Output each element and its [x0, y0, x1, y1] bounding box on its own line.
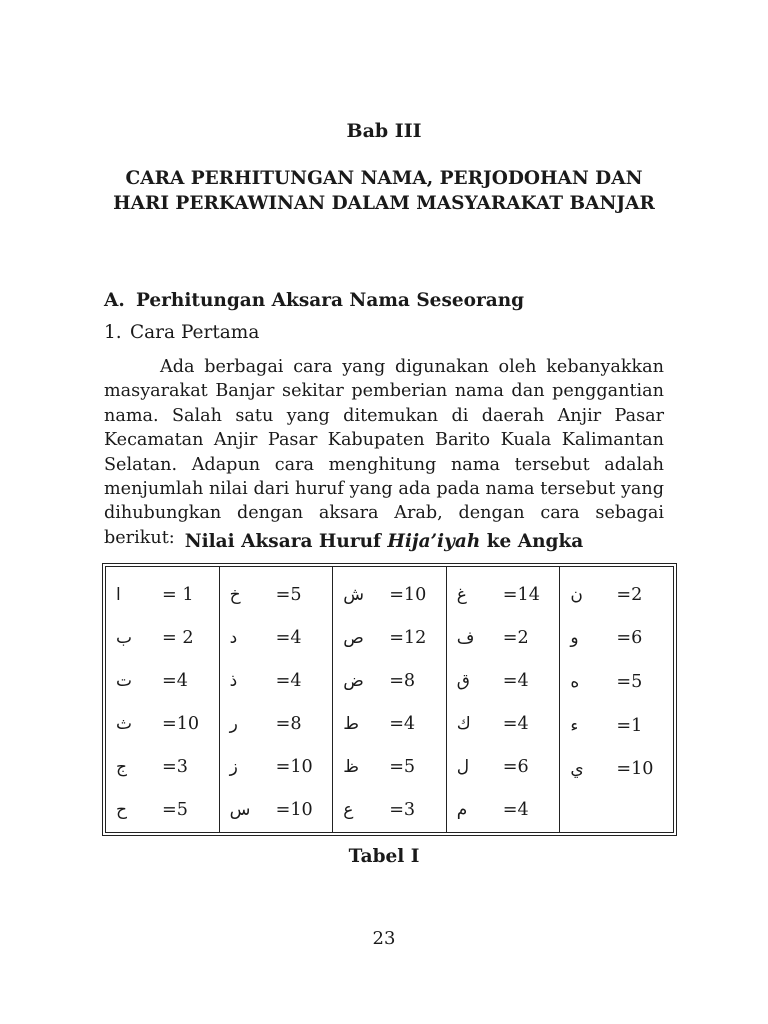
table-cell	[447, 703, 560, 746]
table-label: Tabel I	[348, 846, 420, 867]
arabic-letter: ظ	[343, 757, 359, 778]
arabic-letter: ء	[570, 715, 579, 736]
letter-value: =6	[616, 628, 643, 649]
table-column	[333, 567, 447, 832]
arabic-letter: ث	[116, 714, 133, 735]
table-caption-italic: Hija’iyah	[387, 531, 481, 552]
arabic-letter: ض	[343, 670, 364, 691]
subsection-number: 1.	[104, 322, 122, 343]
letter-value: =2	[502, 627, 529, 648]
table-cell	[447, 789, 560, 832]
table-cell	[106, 746, 219, 789]
arabic-letter: ط	[343, 714, 359, 735]
arabic-letter: ح	[116, 800, 127, 821]
letter-value: =3	[389, 800, 416, 821]
letter-value: =10	[616, 759, 654, 780]
table-cell	[220, 659, 333, 702]
arabic-letter: ز	[229, 757, 238, 778]
arabic-letter: ن	[570, 584, 583, 605]
letter-value: =10	[275, 800, 313, 821]
letter-value: =5	[162, 800, 188, 821]
letter-value: =3	[162, 757, 188, 778]
table-cell	[560, 617, 673, 661]
table-cell	[447, 746, 560, 789]
arabic-letter: ه	[570, 671, 580, 692]
letter-value: =4	[275, 627, 302, 648]
table-column	[560, 567, 673, 832]
chapter-heading: Bab III	[346, 120, 422, 142]
table-cell	[560, 747, 673, 791]
arabic-letter: و	[570, 628, 579, 649]
letter-value: =10	[162, 714, 200, 735]
arabic-letter: غ	[456, 584, 467, 605]
letter-value: =4	[502, 670, 529, 691]
table-cell	[560, 660, 673, 704]
letter-value: = 2	[162, 627, 194, 648]
table-column	[220, 567, 334, 832]
letter-value: =10	[389, 584, 427, 605]
letter-value: =8	[275, 714, 302, 735]
letter-value: =4	[275, 670, 302, 691]
arabic-letter: ف	[456, 627, 475, 648]
letter-value: =4	[389, 714, 416, 735]
letter-value: =10	[275, 757, 313, 778]
subsection-heading	[104, 322, 259, 343]
letter-value: =2	[616, 584, 643, 605]
table-cell	[447, 616, 560, 659]
arabic-letter: ب	[116, 627, 133, 648]
letter-value: =6	[502, 757, 529, 778]
table-cell	[447, 659, 560, 702]
arabic-letter: ر	[229, 714, 238, 735]
body-paragraph: Ada berbagai cara yang digunakan oleh kebanyakkan masyarakat Banjar sekitar pemberian nama dan penggantian nama. Salah satu yang ditemukan di daerah Anjir Pasar Kecamatan Anjir Pasar Kabupaten Barito Kuala Kalimantan Selatan. Adapun cara menghitung nama tersebut adalah menjumlah nilai dari huruf yang ada pada nama tersebut yang dihubungkan dengan aksara Arab, dengan cara sebagai berikut:	[104, 357, 664, 548]
arabic-letter: ل	[456, 757, 470, 778]
hijaiyah-value-table	[102, 563, 677, 836]
chapter-title-line: HARI PERKAWINAN DALAM MASYARAKAT BANJAR	[113, 193, 655, 214]
table-cell	[106, 616, 219, 659]
chapter-title	[0, 166, 768, 216]
arabic-letter: خ	[229, 584, 241, 605]
subsection-text: Cara Pertama	[130, 322, 260, 343]
arabic-letter: ج	[116, 757, 127, 778]
arabic-letter: ق	[456, 670, 470, 691]
table-grid	[105, 566, 674, 833]
letter-value: =4	[502, 714, 529, 735]
table-cell	[447, 573, 560, 616]
section-heading	[104, 290, 524, 311]
arabic-letter: ت	[116, 670, 133, 691]
letter-value: =1	[616, 715, 643, 736]
arabic-letter: ك	[456, 714, 471, 735]
table-cell	[220, 616, 333, 659]
arabic-letter: ع	[343, 800, 354, 821]
table-cell	[106, 659, 219, 702]
table-cell	[333, 703, 446, 746]
arabic-letter: د	[229, 627, 238, 648]
table-cell	[220, 573, 333, 616]
table-cell	[333, 616, 446, 659]
section-letter: A.	[104, 290, 125, 311]
letter-value: =5	[389, 757, 416, 778]
table-cell	[560, 704, 673, 748]
table-cell	[333, 746, 446, 789]
arabic-letter: ا	[116, 584, 121, 605]
letter-value: = 1	[162, 584, 194, 605]
arabic-letter: ذ	[229, 670, 238, 691]
table-cell	[560, 573, 673, 617]
letter-value: =5	[275, 584, 302, 605]
section-text: Perhitungan Aksara Nama Seseorang	[136, 290, 525, 311]
arabic-letter: ي	[570, 759, 584, 780]
chapter-title-line: CARA PERHITUNGAN NAMA, PERJODOHAN DAN	[125, 168, 643, 189]
table-cell	[106, 789, 219, 832]
table-cell	[106, 703, 219, 746]
letter-value: =12	[389, 627, 427, 648]
table-cell	[333, 573, 446, 616]
letter-value: =4	[162, 670, 188, 691]
arabic-letter: ص	[343, 627, 364, 648]
table-cell	[220, 746, 333, 789]
arabic-letter: ش	[343, 584, 364, 605]
page-number: 23	[372, 928, 396, 949]
table-caption-text: ke Angka	[480, 531, 584, 552]
table-cell	[333, 789, 446, 832]
table-caption-text: Nilai Aksara Huruf	[184, 531, 388, 552]
table-cell	[333, 659, 446, 702]
table-cell	[220, 789, 333, 832]
arabic-letter: س	[229, 800, 251, 821]
table-column	[447, 567, 561, 832]
letter-value: =4	[502, 800, 529, 821]
arabic-letter: م	[456, 800, 468, 821]
letter-value: =5	[616, 671, 643, 692]
letter-value: =8	[389, 670, 416, 691]
table-cell	[220, 703, 333, 746]
table-caption	[0, 531, 768, 552]
table-cell	[106, 573, 219, 616]
letter-value: =14	[502, 584, 540, 605]
table-column	[106, 567, 220, 832]
